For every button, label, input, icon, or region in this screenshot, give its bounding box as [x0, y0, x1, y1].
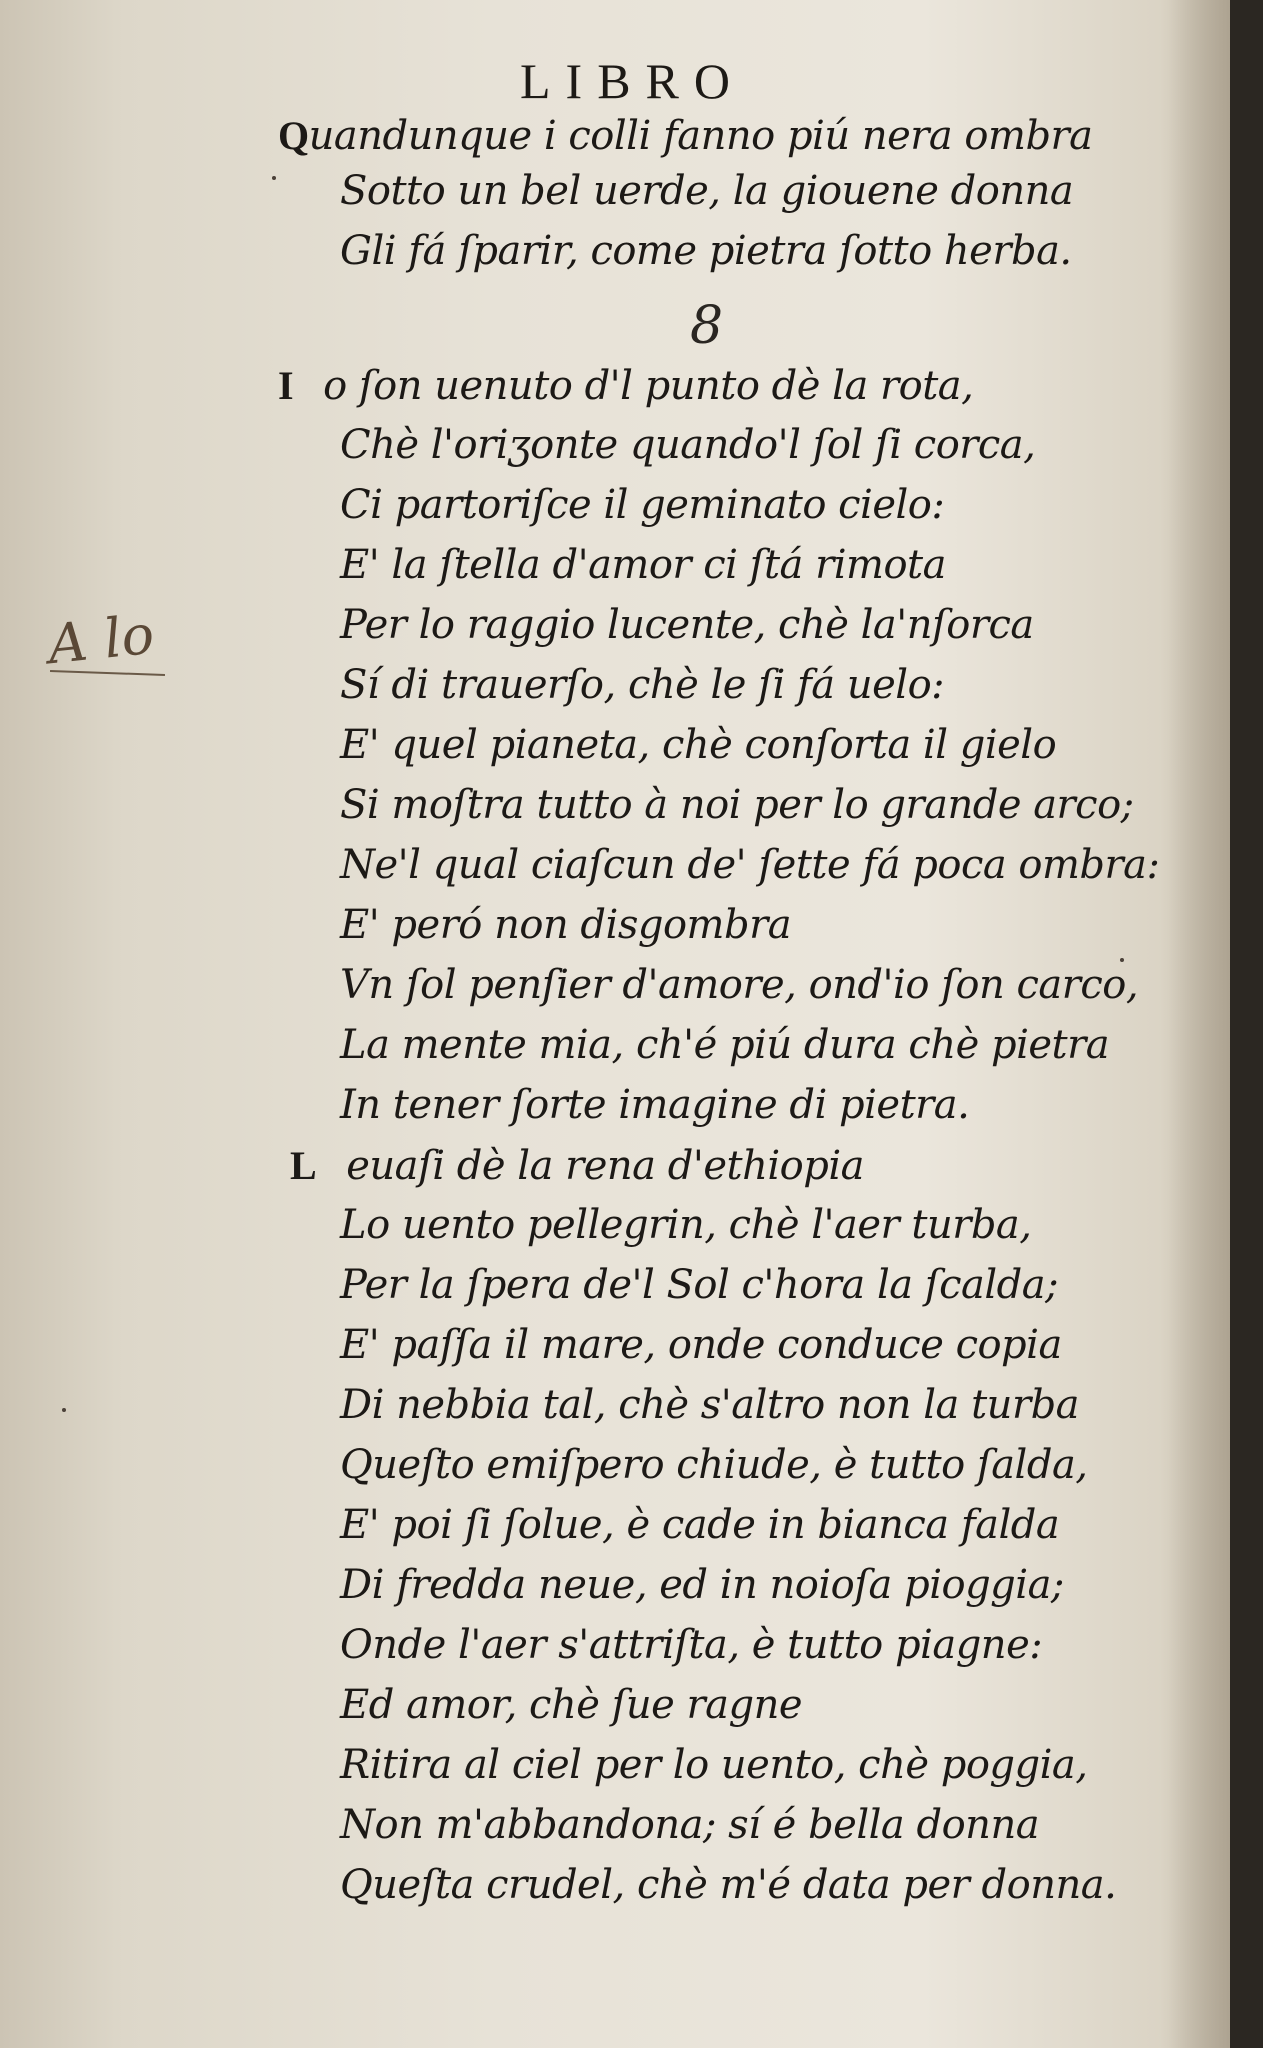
page-edge-shadow — [1160, 0, 1230, 2048]
verse-text: Di nebbia tal, chè s'altro non la turba — [340, 1382, 1080, 1428]
verse-text: Chè l'oriʒonte quando'l ſol ſi corca, — [340, 422, 1036, 468]
verse-line — [340, 722, 1056, 768]
verse-text: Di fredda neue, ed in noioſa pioggia; — [340, 1562, 1064, 1608]
verse-line — [340, 962, 1138, 1008]
verse-line — [340, 1442, 1088, 1488]
verse-text: E' quel pianeta, chè conſorta il gielo — [340, 722, 1057, 768]
verse-line — [340, 662, 944, 708]
verse-text: E' poi ſi ſolue, è cade in bianca falda — [340, 1502, 1060, 1548]
verse-text: Per lo raggio lucente, chè la'nſorca — [340, 602, 1034, 648]
verse-line — [340, 1562, 1064, 1608]
verse-line — [340, 842, 1159, 888]
verse-line — [340, 1262, 1058, 1308]
verse-text: o ſon uenuto d'l punto dè la rota, — [323, 363, 974, 409]
verse-line — [340, 482, 944, 528]
verse-line — [340, 782, 1134, 828]
verse-line — [340, 1322, 1062, 1368]
verse-initial: I — [278, 363, 294, 408]
verse-initial: L — [290, 1143, 317, 1188]
verse-line — [290, 1142, 864, 1189]
ink-speck — [62, 1408, 66, 1412]
verse-text: Vn ſol penſier d'amore, ond'io ſon carco, — [340, 962, 1139, 1008]
verse-text: In tener ſorte imagine di pietra. — [340, 1082, 970, 1128]
verse-line — [340, 1742, 1087, 1788]
verse-line — [340, 1082, 969, 1128]
verse-text: Sí di trauerſo, chè le ſi fá uelo: — [340, 662, 945, 708]
verse-line — [340, 602, 1034, 648]
verse-text: Non m'abbandona; sí é bella donna — [340, 1802, 1040, 1848]
verse-line — [340, 228, 1072, 274]
verse-line — [340, 1022, 1109, 1068]
verse-initial: Q — [278, 113, 309, 158]
verse-text: Ed amor, chè ſue ragne — [340, 1682, 803, 1728]
verse-line — [278, 112, 1093, 159]
verse-line — [340, 1622, 1042, 1668]
verse-text: Si moſtra tutto à noi per lo grande arco; — [340, 782, 1134, 828]
verse-text: euaſi dè la rena d'ethiopia — [346, 1143, 864, 1189]
running-header: LIBRO — [520, 53, 745, 109]
ink-speck — [272, 176, 276, 180]
verse-line — [340, 168, 1073, 214]
verse-text: Lo uento pellegrin, chè l'aer turba, — [340, 1202, 1032, 1248]
verse-text: Gli fá ſparir, come pietra ſotto herba. — [340, 228, 1072, 274]
verse-text: Ritira al ciel per lo uento, chè poggia, — [340, 1742, 1088, 1788]
verse-text: Per la ſpera de'l Sol c'hora la ſcalda; — [340, 1262, 1059, 1308]
verse-text: E' paſſa il mare, onde conduce copia — [340, 1322, 1062, 1368]
verse-line — [278, 362, 973, 409]
verse-text: E' la ſtella d'amor ci ſtá rimota — [340, 542, 946, 588]
verse-line — [340, 1802, 1039, 1848]
verse-text: Sotto un bel uerde, la giouene donna — [340, 168, 1074, 214]
verse-text: Onde l'aer s'attriſta, è tutto piagne: — [340, 1622, 1043, 1668]
verse-line — [340, 542, 946, 588]
verse-text: Queſta crudel, chè m'é data per donna. — [340, 1862, 1117, 1908]
verse-line — [340, 902, 791, 948]
verse-text: uandunque i colli fanno piú nera ombra — [308, 113, 1093, 159]
verse-text: E' peró non disgombra — [340, 902, 792, 948]
verse-line — [340, 1382, 1079, 1428]
verse-line — [340, 422, 1035, 468]
margin-annotation: A lo — [44, 602, 157, 677]
verse-text: La mente mia, ch'é piú dura chè pietra — [340, 1022, 1110, 1068]
verse-text: Queſto emiſpero chiude, è tutto ſalda, — [340, 1442, 1088, 1488]
verse-text: Ne'l qual ciaſcun de' ſette fá poca ombra: — [340, 842, 1160, 888]
verse-line — [340, 1682, 802, 1728]
verse-line — [340, 1862, 1116, 1908]
verse-line — [340, 1502, 1059, 1548]
verse-text: Ci partoriſce il geminato cielo: — [340, 482, 945, 528]
verse-line — [340, 1202, 1032, 1248]
stanza-number: 8 — [690, 296, 724, 356]
